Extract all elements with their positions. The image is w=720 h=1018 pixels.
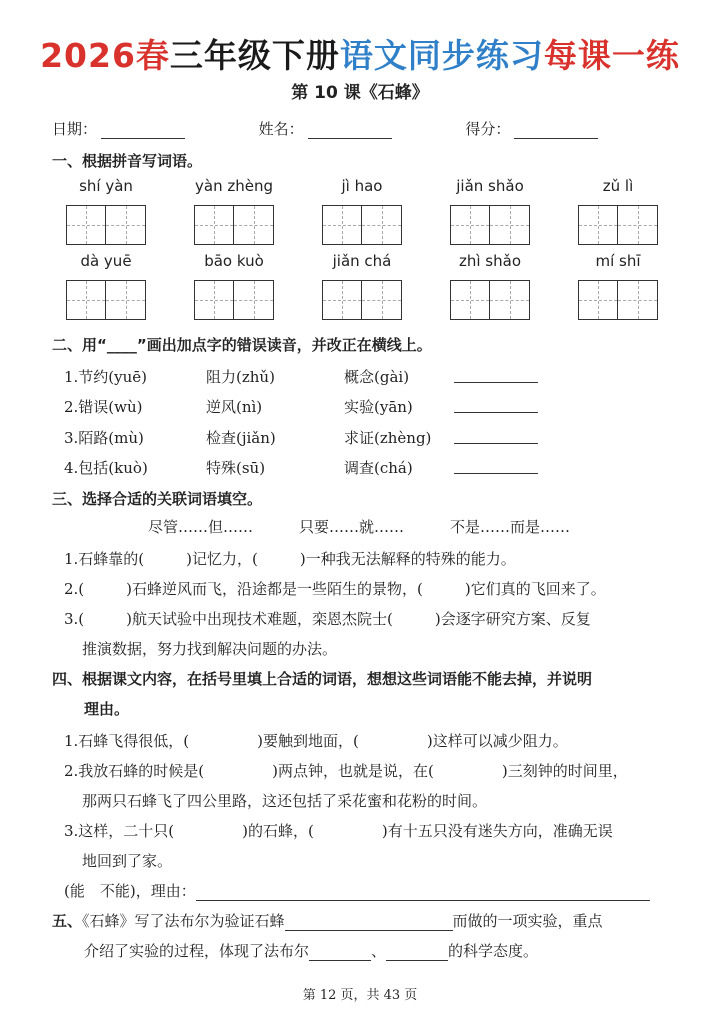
- pinyin-row-1: [62, 177, 662, 245]
- text-segment: 1.石蜂飞得很低，(: [64, 732, 190, 750]
- text-segment: )航天试验中出现技术难题，栾恩杰院士(: [126, 610, 393, 628]
- s3-question-1: [64, 548, 516, 569]
- pinyin-text: mí shī: [595, 252, 641, 270]
- pinyin-text: dà yuē: [80, 252, 132, 270]
- answer-blank[interactable]: [258, 550, 300, 564]
- text-segment: )要触到地面，(: [257, 732, 359, 750]
- word-item: 调查(chá): [344, 459, 413, 477]
- pinyin-item: [190, 177, 278, 245]
- text-segment: )石蜂逆风而飞，沿途都是一些陌生的景物，(: [126, 580, 423, 598]
- pinyin-row-2: [62, 252, 662, 320]
- answer-line[interactable]: [454, 396, 538, 413]
- score-label: 得分：: [465, 120, 511, 138]
- text-segment: 《石蜂》写了法布尔为验证石蜂: [82, 912, 285, 930]
- answer-line[interactable]: [309, 944, 371, 961]
- pinyin-item: [62, 252, 150, 320]
- text-segment: 2.我放石蜂的时候是(: [64, 762, 205, 780]
- conjunction-options: [148, 516, 570, 537]
- text-segment: 1.石蜂靠的(: [64, 550, 145, 568]
- text-segment: 3.(: [64, 610, 85, 628]
- s4-question-2-cont: 那两只石蜂飞了四公里路，这还包括了采花蜜和花粉的时间。: [82, 792, 488, 810]
- answer-blank[interactable]: [84, 610, 126, 624]
- text-segment: )记忆力，(: [186, 550, 258, 568]
- pinyin-text: zhì shǎo: [458, 252, 521, 270]
- s3-question-3: [64, 608, 591, 629]
- lesson-subtitle: 第 10 课《石蜂》: [291, 83, 429, 103]
- text-segment: 的科学态度。: [448, 942, 539, 960]
- writing-grid[interactable]: [450, 280, 530, 320]
- pinyin-text: bāo kuò: [204, 252, 264, 270]
- pronunciation-row-4: [64, 457, 538, 478]
- text-segment: )两点钟，也就是说，在(: [272, 762, 434, 780]
- answer-blank[interactable]: [204, 762, 272, 776]
- text-segment: 介绍了实验的过程，体现了法布尔: [84, 942, 310, 960]
- s3-question-2: [64, 578, 606, 599]
- pinyin-text: jiǎn chá: [332, 252, 392, 270]
- name-field[interactable]: [308, 124, 392, 139]
- answer-blank[interactable]: [393, 610, 435, 624]
- answer-blank[interactable]: [84, 580, 126, 594]
- page-footer: 第 12 页，共 43 页: [302, 988, 418, 1003]
- s4-question-1: [64, 730, 568, 751]
- worksheet-title: [0, 30, 720, 77]
- title-grade: 三年级下册: [169, 36, 340, 75]
- date-label: 日期：: [52, 120, 98, 138]
- writing-grid[interactable]: [66, 280, 146, 320]
- text-segment: 3.这样，二十只(: [64, 822, 175, 840]
- pinyin-item: [318, 252, 406, 320]
- pinyin-item: [446, 177, 534, 245]
- section1-heading: 一、根据拼音写词语。: [52, 152, 203, 170]
- text-segment: )它们真的飞回来了。: [464, 580, 606, 598]
- word-item: 实验(yān): [344, 398, 413, 416]
- word-item: 检查(jiǎn): [206, 429, 276, 447]
- word-item: 求证(zhèng): [344, 429, 432, 447]
- pinyin-text: shí yàn: [79, 177, 133, 195]
- answer-blank[interactable]: [189, 732, 257, 746]
- text-segment: )会逐字研究方案、反复: [434, 610, 591, 628]
- pinyin-item: [190, 252, 278, 320]
- writing-grid[interactable]: [322, 280, 402, 320]
- s5-line-1: [52, 910, 603, 931]
- s4-question-2: [64, 760, 628, 781]
- answer-blank[interactable]: [174, 822, 242, 836]
- answer-blank[interactable]: [144, 550, 186, 564]
- word-item: 概念(gài): [344, 368, 410, 386]
- s5-line-2: [84, 940, 538, 961]
- pinyin-item: [318, 177, 406, 245]
- pinyin-item: [574, 177, 662, 245]
- pinyin-item: [574, 252, 662, 320]
- text-segment: )一种我无法解释的特殊的能力。: [299, 550, 516, 568]
- reason-line[interactable]: [196, 884, 650, 901]
- writing-grid[interactable]: [194, 280, 274, 320]
- reason-label: (能 不能)，理由：: [64, 882, 196, 900]
- title-year: 2026春: [40, 36, 170, 75]
- text-segment: 、: [371, 942, 387, 960]
- pinyin-text: yàn zhèng: [195, 177, 273, 195]
- section2-heading: 二、用“____”画出加点字的错误读音，并改正在横线上。: [52, 336, 432, 354]
- section4-heading: 四、根据课文内容，在括号里填上合适的词语，想想这些词语能不能去掉，并说明: [52, 670, 593, 688]
- text-segment: 而做的一项实验，重点: [452, 912, 603, 930]
- writing-grid[interactable]: [322, 205, 402, 245]
- answer-blank[interactable]: [359, 732, 427, 746]
- section3-heading: 三、选择合适的关联词语填空。: [52, 490, 263, 508]
- option-item: 只要……就……: [299, 518, 405, 536]
- score-field[interactable]: [514, 124, 598, 139]
- title-tail: 每课一练: [543, 36, 680, 75]
- s4-reason: [64, 880, 650, 901]
- writing-grid[interactable]: [194, 205, 274, 245]
- name-label: 姓名：: [258, 120, 304, 138]
- word-item: 3.陌路(mù): [64, 429, 144, 447]
- writing-grid[interactable]: [450, 205, 530, 245]
- s4-question-3: [64, 820, 613, 841]
- answer-line[interactable]: [454, 457, 538, 474]
- answer-line[interactable]: [285, 914, 453, 931]
- date-field[interactable]: [101, 124, 185, 139]
- answer-blank[interactable]: [314, 822, 382, 836]
- text-segment: )有十五只没有迷失方向，准确无误: [381, 822, 613, 840]
- answer-line[interactable]: [454, 366, 538, 383]
- text-segment: )这样可以减少阻力。: [426, 732, 568, 750]
- word-item: 1.节约(yuē): [64, 368, 148, 386]
- word-item: 2.错误(wù): [64, 398, 143, 416]
- pinyin-text: jiǎn shǎo: [456, 177, 524, 195]
- answer-line[interactable]: [386, 944, 448, 961]
- section4-heading-cont: 理由。: [84, 700, 130, 718]
- pinyin-item: [446, 252, 534, 320]
- student-info: [52, 118, 672, 139]
- pinyin-item: [62, 177, 150, 245]
- word-item: 4.包括(kuò): [64, 459, 148, 477]
- writing-grid[interactable]: [578, 280, 658, 320]
- s4-question-3-cont: 地回到了家。: [82, 852, 173, 870]
- writing-grid[interactable]: [66, 205, 146, 245]
- writing-grid[interactable]: [578, 205, 658, 245]
- answer-line[interactable]: [454, 427, 538, 444]
- option-item: 不是……而是……: [450, 518, 571, 536]
- option-item: 尽管……但……: [148, 518, 254, 536]
- word-item: 逆风(nì): [206, 398, 263, 416]
- answer-blank[interactable]: [434, 762, 502, 776]
- pronunciation-row-3: [64, 427, 538, 448]
- title-subject: 语文同步练习: [339, 36, 544, 75]
- s3-question-3-cont: 推演数据，努力找到解决问题的办法。: [82, 640, 338, 658]
- pinyin-text: zǔ lì: [602, 177, 634, 195]
- text-segment: )三刻钟的时间里，: [501, 762, 628, 780]
- text-segment: 2.(: [64, 580, 85, 598]
- text-segment: )的石蜂，(: [242, 822, 314, 840]
- answer-blank[interactable]: [423, 580, 465, 594]
- pronunciation-row-1: [64, 366, 538, 387]
- word-item: 阻力(zhǔ): [206, 368, 275, 386]
- word-item: 特殊(sū): [206, 459, 266, 477]
- pronunciation-row-2: [64, 396, 538, 417]
- pinyin-text: jì hao: [341, 177, 383, 195]
- section5-label: 五、: [52, 912, 83, 930]
